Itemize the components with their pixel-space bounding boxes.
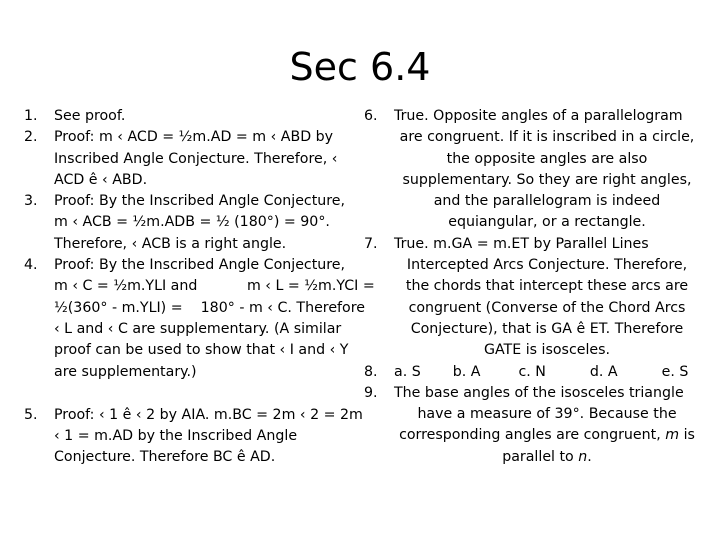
item-number: 4. [24,257,38,274]
list-item [24,405,366,469]
answer-e: e. S [661,363,689,380]
spacer [24,383,366,405]
item-text: supplementary. So they are right angles, [402,171,692,188]
answer-c: c. N [518,363,546,380]
item-text: True. Opposite angles of a parallelogram [394,108,683,124]
item-text: the chords that intercept these arcs are [405,278,689,295]
item-text: and the parallelogram is indeed [433,193,661,210]
item-text: See proof. [54,108,126,124]
item-text: Proof: ‹ 1 ê ‹ 2 by AIA. m.BC = 2m ‹ 2 = 2m [54,406,363,423]
list-item [24,191,366,255]
item-text: GATE is isosceles. [483,342,611,359]
item-text: Proof: m ‹ ACD = ½m.AD = m ‹ ABD by [54,129,334,146]
item-text: are supplementary.) [54,363,197,380]
item-text-part: corresponding angles are congruent, [399,427,661,444]
item-text: proof can be used to show that ‹ I and ‹ Y [54,342,349,359]
item-text: have a measure of 39°. Because the [417,406,677,423]
item-number: 8. [364,363,378,380]
item-text: Conjecture), that is GA ê ET. Therefore [410,320,684,337]
item-text: ‹ L and ‹ C are supplementary. (A similar [54,320,342,337]
item-number: 5. [24,406,38,423]
item-number: 1. [24,108,38,124]
item-text [394,447,700,468]
item-text: Therefore, ‹ ACB is a right angle. [54,235,287,252]
item-text [394,425,700,446]
italic-n: n [578,448,588,465]
list-item [24,127,366,191]
item-text-part: parallel to [502,448,574,465]
item-number: 2. [24,129,38,146]
right-column [364,106,700,468]
item-text: ½(360° - m.YLI) = 180° - m ‹ C. Therefore [54,299,365,316]
item-text: Intercepted Arcs Conjecture. Therefore, [406,257,688,274]
item-text: Proof: By the Inscribed Angle Conjecture, [54,193,346,210]
page-title: Sec 6.4 [289,45,431,89]
item-text: Inscribed Angle Conjecture. Therefore, ‹ [54,150,338,167]
item-text: are congruent. If it is inscribed in a circle, [399,129,695,146]
list-item [364,362,700,383]
answer-d: d. A [589,363,618,380]
item-text: Conjecture. Therefore BC ê AD. [54,449,276,466]
list-item [364,383,700,468]
item-text: The base angles of the isosceles triangle [394,384,684,401]
item-number: 3. [24,193,38,210]
item-text: ACD ê ‹ ABD. [54,171,148,188]
item-text: equiangular, or a rectangle. [448,214,646,231]
list-item [364,234,700,362]
item-text: m ‹ ACB = ½m.ADB = ½ (180°) = 90°. [54,214,330,231]
period: . [587,448,592,465]
left-column [24,106,375,469]
italic-m: m [665,427,680,444]
item-text: the opposite angles are also [446,150,648,167]
list-item [24,106,366,127]
item-number: 9. [364,384,378,401]
answer-a: a. S [394,363,421,380]
answer-b: b. A [452,363,481,380]
item-text: ‹ 1 = m.AD by the Inscribed Angle [54,428,298,445]
item-text: Proof: By the Inscribed Angle Conjecture, [54,257,346,274]
list-item [364,106,700,234]
item-number: 6. [364,108,378,124]
answer-row [394,362,700,383]
item-text: m ‹ C = ½m.YLI and m ‹ L = ½m.YCI = [54,278,375,295]
item-text: congruent (Converse of the Chord Arcs [408,299,686,316]
is-word: is [683,427,695,444]
list-item [24,255,375,383]
item-text: True. m.GA = m.ET by Parallel Lines [394,235,649,252]
item-number: 7. [364,235,378,252]
